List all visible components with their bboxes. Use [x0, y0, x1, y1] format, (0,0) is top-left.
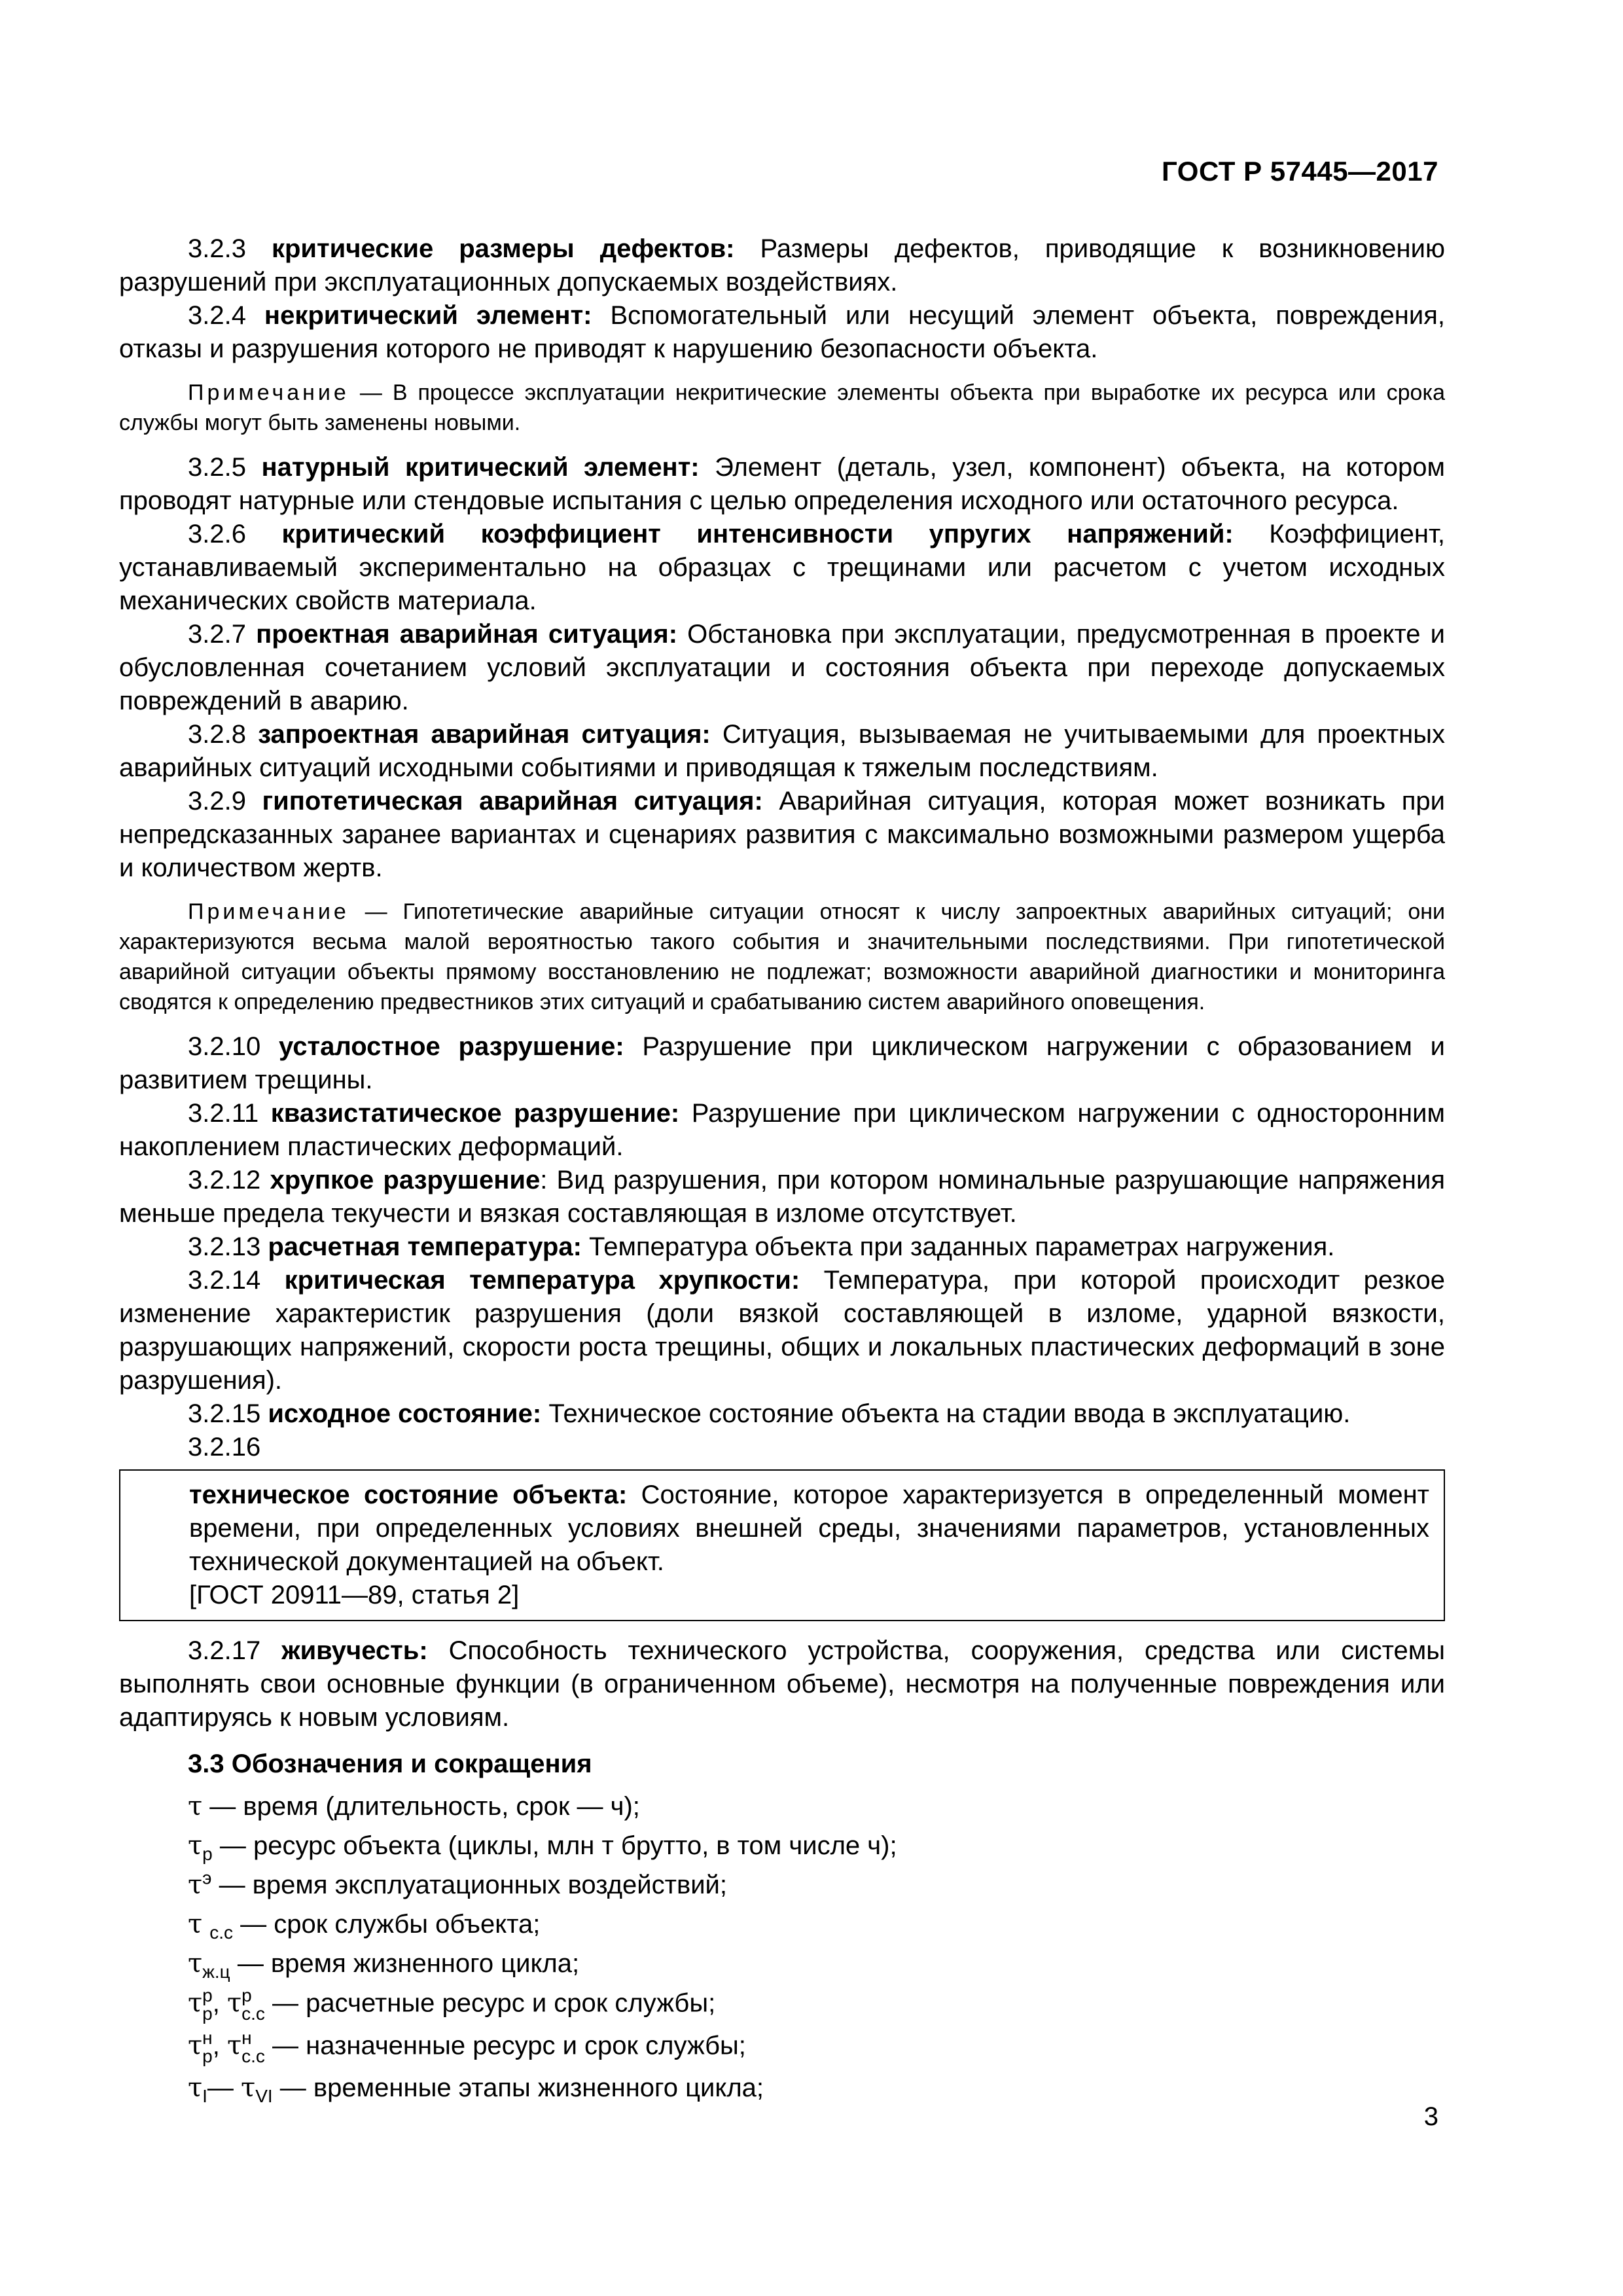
term-3-2-11 [119, 1097, 1445, 1164]
term-3-2-17 [119, 1634, 1445, 1734]
symbol-description: — назначенные ресурс и срок службы; [272, 2031, 746, 2060]
note-1 [119, 378, 1445, 438]
term-number: 3.2.10 [188, 1032, 261, 1061]
term-number: 3.2.6 [188, 520, 246, 548]
term-number: 3.2.8 [188, 720, 246, 749]
symbol-tau-assigned [119, 2029, 1445, 2066]
term-definition: Ситуация, вызываемая не учитываемыми для проектных аварийных ситуаций исходными событиями и приводящая к тяжелым последствиям. [119, 720, 1445, 782]
symbol-subscript: с.с [209, 1922, 234, 1943]
symbol-glyph: τ [188, 1831, 203, 1861]
symbol-glyph: τ [226, 2030, 242, 2061]
term-3-2-12 [119, 1164, 1445, 1230]
symbol-glyph: τ [188, 1791, 203, 1821]
symbol-description: — время жизненного цикла; [237, 1949, 580, 1978]
symbol-tau-stages [119, 2072, 1445, 2105]
term-3-2-14 [119, 1264, 1445, 1397]
symbol-index-stack [241, 2029, 265, 2066]
symbol-description: — временные этапы жизненного цикла; [279, 2073, 764, 2102]
term-name: расчетная температура: [268, 1232, 582, 1261]
quoted-definition-box [119, 1469, 1445, 1621]
term-name: исходное состояние: [268, 1399, 542, 1428]
symbol-glyph: τ [226, 1988, 242, 2018]
symbol-range-dash: — [207, 2073, 234, 2102]
term-number: 3.2.13 [188, 1232, 261, 1261]
symbol-tau-zhc [119, 1947, 1445, 1981]
term-3-2-15 [119, 1397, 1445, 1431]
box-source-reference: [ГОСТ 20911—89, статья 2] [189, 1581, 520, 1609]
term-definition: Разрушение при циклическом нагружении с образованием и развитием трещины. [119, 1032, 1445, 1094]
term-3-2-3 [119, 232, 1445, 299]
term-3-2-7 [119, 618, 1445, 718]
term-definition: Температура объекта при заданных параметрах нагружения. [589, 1232, 1335, 1261]
term-definition: Температура, при которой происходит резкое изменение характеристик разрушения (доли вязкой составляющей в изломе, ударной вязкости, разрушающих напряжений, скорости роста трещины, общих и локальных пластических деформаций в зоне разрушения). [119, 1266, 1445, 1395]
term-name: проектная аварийная ситуация: [256, 620, 678, 649]
term-number: 3.2.11 [188, 1099, 259, 1128]
term-definition: Коэффициент, устанавливаемый экспериментально на образцах с трещинами или расчетом с учетом исходных механических свойств материала. [119, 520, 1445, 615]
term-3-2-13 [119, 1230, 1445, 1264]
term-3-2-10 [119, 1030, 1445, 1097]
term-number: 3.2.9 [188, 787, 246, 816]
term-name: живучесть: [281, 1636, 428, 1665]
term-name: хрупкое разрушение [270, 1166, 541, 1194]
term-name: критический коэффициент интенсивности упругих напряжений: [281, 520, 1234, 548]
term-name: критические размеры дефектов: [271, 234, 735, 263]
term-name: запроектная аварийная ситуация: [258, 720, 711, 749]
symbol-subscript: с.с [241, 2046, 265, 2066]
term-number: 3.2.12 [188, 1166, 261, 1194]
symbol-glyph: τ [188, 1870, 203, 1900]
term-definition: Обстановка при эксплуатации, предусмотренная в проекте и обусловленная сочетанием условий эксплуатации и состояния объекта при переходе допускаемых повреждений в аварию. [119, 620, 1445, 715]
page-content [119, 232, 1445, 2111]
term-name: гипотетическая аварийная ситуация: [262, 787, 763, 816]
symbol-superscript: н [241, 2028, 252, 2048]
symbol-tau-r [119, 1829, 1445, 1863]
symbol-glyph: τ [241, 2073, 256, 2103]
term-name: квазистатическое разрушение: [270, 1099, 680, 1128]
term-definition: Элемент (деталь, узел, компонент) объекта, на котором проводят натурные или стендовые испытания с целью определения исходного или остаточного ресурса. [119, 453, 1445, 515]
note-label: Примечание [188, 380, 349, 405]
term-3-2-8 [119, 718, 1445, 785]
note-2 [119, 897, 1445, 1017]
symbol-subscript: р [202, 1844, 213, 1864]
term-number: 3.2.14 [188, 1266, 261, 1295]
symbol-description: — расчетные ресурс и срок службы; [272, 1988, 716, 2018]
term-3-2-4 [119, 299, 1445, 366]
symbol-subscript: р [202, 2003, 213, 2024]
symbol-superscript: э [202, 1867, 212, 1888]
symbol-tau-calculated [119, 1986, 1445, 2023]
symbol-glyph: τ [188, 1948, 203, 1979]
term-3-2-5 [119, 451, 1445, 518]
symbol-superscript: н [202, 2028, 213, 2048]
symbol-description: — время эксплуатационных воздействий; [219, 1871, 727, 1899]
term-name: техническое состояние объекта: [189, 1480, 628, 1509]
term-definition: Техническое состояние объекта на стадии ввода в эксплуатацию. [548, 1399, 1351, 1428]
symbol-superscript: р [202, 1985, 213, 2005]
term-definition: Вспомогательный или несущий элемент объекта, повреждения, отказы и разрушения которого не приводят к нарушению безопасности объекта. [119, 301, 1445, 363]
symbol-subscript: с.с [241, 2003, 265, 2024]
standard-code: ГОСТ Р 57445—2017 [1162, 156, 1438, 187]
symbol-index-stack [202, 1986, 213, 2023]
note-text: — В процессе эксплуатации некритические элементы объекта при выработке их ресурса или срока службы могут быть заменены новыми. [119, 380, 1445, 435]
term-name: критическая температура хрупкости: [284, 1266, 800, 1295]
symbol-separator: , [212, 1988, 220, 2018]
symbol-subscript: р [202, 2046, 213, 2066]
term-definition: : Вид разрушения, при котором номинальные разрушающие напряжения меньше предела текучести и вязкая составляющая в изломе отсутствует. [119, 1166, 1445, 1228]
symbol-tau [119, 1790, 1445, 1823]
symbol-tau-e [119, 1869, 1445, 1902]
term-3-2-16-number: 3.2.16 [188, 1433, 261, 1462]
term-name: некритический элемент: [264, 301, 592, 330]
symbol-description: — время (длительность, срок — ч); [209, 1792, 640, 1821]
symbol-separator: , [212, 2031, 220, 2060]
symbol-glyph: τ [188, 1909, 203, 1939]
symbol-subscript: VI [255, 2086, 273, 2106]
symbol-glyph: τ [188, 2030, 203, 2061]
term-name: натурный критический элемент: [261, 453, 700, 482]
term-definition: Разрушение при циклическом нагружении с односторонним накоплением пластических деформаций. [119, 1099, 1445, 1161]
term-3-2-6 [119, 518, 1445, 618]
symbol-description: — ресурс объекта (циклы, млн т брутто, в том числе ч); [219, 1831, 897, 1860]
term-number: 3.2.5 [188, 453, 246, 482]
term-definition: Способность технического устройства, сооружения, средства или системы выполнять свои основные функции (в ограниченном объеме), несмотря на полученные повреждения или адаптируясь к новым условиям. [119, 1636, 1445, 1732]
term-3-2-9 [119, 785, 1445, 885]
section-heading-3-3: 3.3 Обозначения и сокращения [188, 1749, 592, 1778]
symbol-subscript: ж.ц [202, 1962, 230, 1982]
term-definition: Аварийная ситуация, которая может возникать при непредсказанных заранее вариантах и сценариях развития с максимально возможными размером ущерба и количеством жертв. [119, 787, 1445, 882]
symbol-superscript: р [241, 1985, 252, 2005]
term-number: 3.2.15 [188, 1399, 261, 1428]
page-number: 3 [1423, 2102, 1438, 2131]
term-number: 3.2.7 [188, 620, 246, 649]
term-number: 3.2.3 [188, 234, 246, 263]
term-definition: Состояние, которое характеризуется в определенный момент времени, при определенных условиях внешней среды, значениями параметров, установленных технической документацией на объект. [189, 1480, 1429, 1576]
symbol-glyph: τ [188, 2073, 203, 2103]
symbol-subscript: I [202, 2086, 207, 2106]
term-name: усталостное разрушение: [278, 1032, 624, 1061]
symbol-index-stack [202, 2029, 213, 2066]
symbol-description: — срок службы объекта; [240, 1910, 541, 1939]
term-definition: Размеры дефектов, приводящие к возникновению разрушений при эксплуатационных допускаемых воздействиях. [119, 234, 1445, 296]
symbol-index-stack [241, 1986, 265, 2023]
symbol-glyph: τ [188, 1988, 203, 2018]
term-number: 3.2.17 [188, 1636, 261, 1665]
note-label: Примечание [188, 899, 349, 924]
note-text: — Гипотетические аварийные ситуации относят к числу запроектных аварийных ситуаций; они характеризуются весьма малой вероятностью такого события и значительными последствиями. При гипотетической аварийной ситуации объекты прямому восстановлению не подлежат; возможности аварийной диагностики и мониторинга сводятся к определению предвестников этих ситуаций и срабатыванию систем аварийного оповещения. [119, 899, 1445, 1014]
symbol-tau-ss [119, 1908, 1445, 1941]
box-definition [189, 1479, 1429, 1579]
term-number: 3.2.4 [188, 301, 246, 330]
